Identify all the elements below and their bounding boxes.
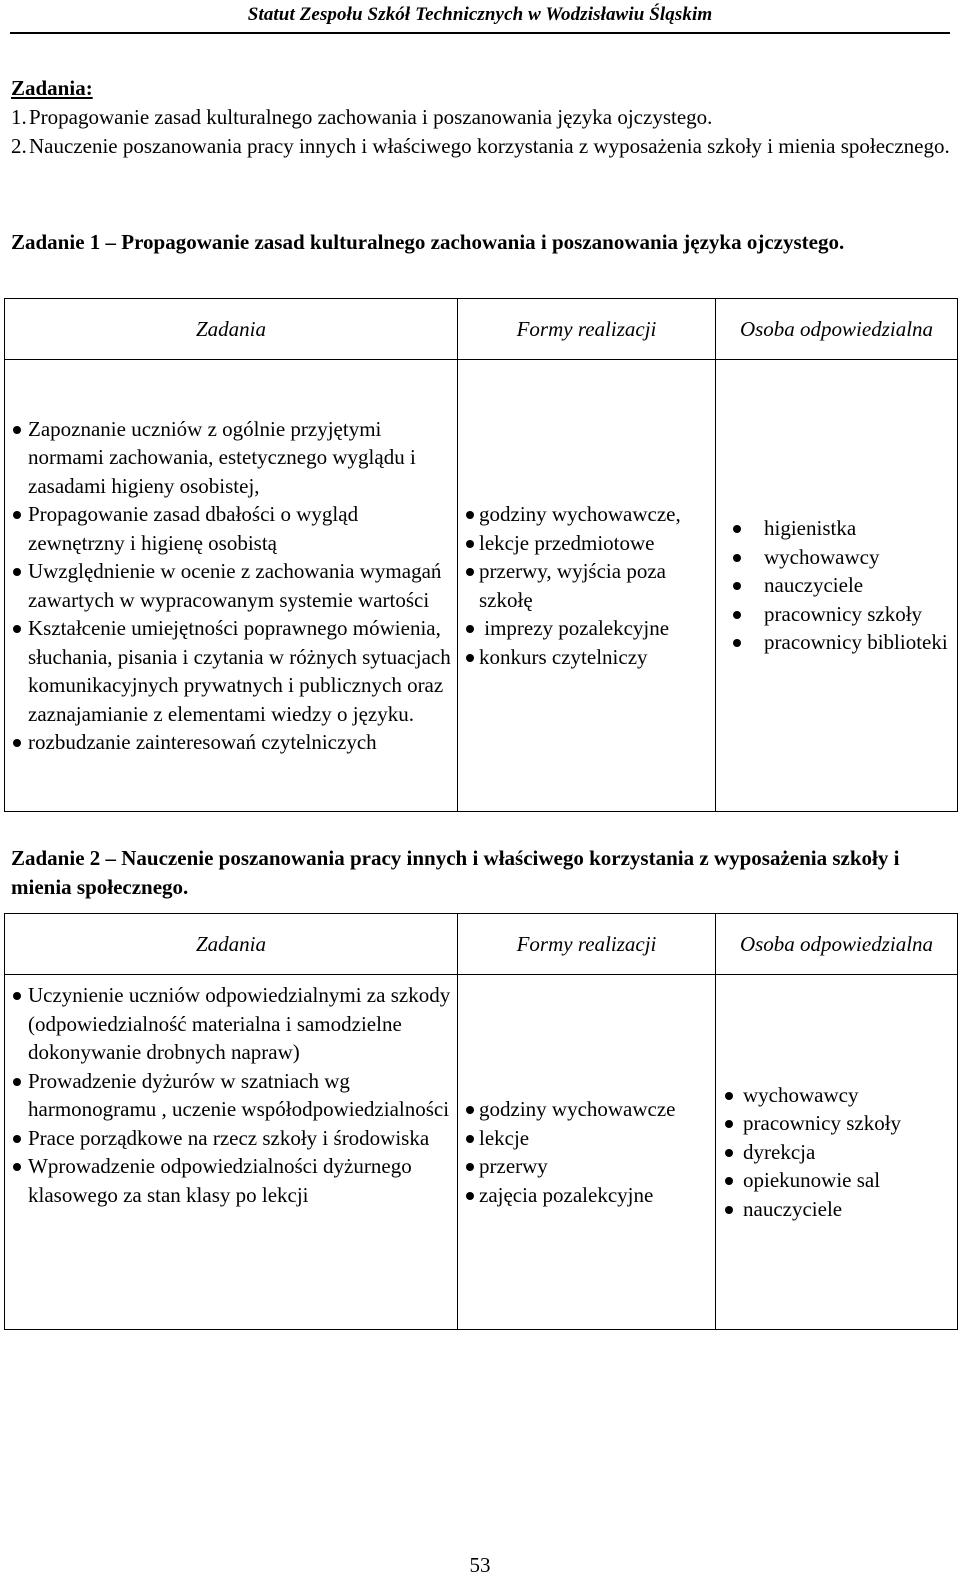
intro-item-text: Nauczenie poszanowania pracy innych i właściwego korzystania z wyposażenia szkoły i mienia społecznego. <box>29 134 950 158</box>
responsible-cell <box>716 975 958 1330</box>
column-header-tasks: Zadania <box>5 914 458 975</box>
document-header: Statut Zespołu Szkół Technicznych w Wodzisławiu Śląskim <box>247 4 713 25</box>
list-item: higienistka <box>722 514 951 543</box>
list-item: Prowadzenie dyżurów w szatniach wg harmonogramu , uczenie współodpowiedzialności <box>11 1067 451 1124</box>
list-item: godziny wychowawcze, <box>466 500 709 529</box>
column-header-forms: Formy realizacji <box>458 914 716 975</box>
intro-section <box>11 74 951 161</box>
list-item: pracownicy szkoły <box>722 1109 951 1138</box>
list-item: Propagowanie zasad dbałości o wygląd zewnętrzny i higienę osobistą <box>11 500 451 557</box>
column-header-forms: Formy realizacji <box>458 299 716 360</box>
section1-title: Zadanie 1 – Propagowanie zasad kulturalnego zachowania i poszanowania języka ojczystego. <box>11 230 845 254</box>
intro-item <box>11 103 951 132</box>
responsible-cell <box>716 360 958 812</box>
list-item: wychowawcy <box>722 543 951 572</box>
list-item: nauczyciele <box>722 1195 951 1224</box>
list-item: wychowawcy <box>722 1081 951 1110</box>
column-header-tasks: Zadania <box>5 299 458 360</box>
intro-item <box>11 132 951 161</box>
list-item: rozbudzanie zainteresowań czytelniczych <box>11 728 451 757</box>
list-item: lekcje przedmiotowe <box>466 529 709 558</box>
intro-title: Zadania: <box>11 76 93 100</box>
section2-table <box>4 913 958 1330</box>
list-item: lekcje <box>466 1124 709 1153</box>
list-item: imprezy pozalekcyjne <box>466 614 709 643</box>
list-item: godziny wychowawcze <box>466 1095 709 1124</box>
list-item: opiekunowie sal <box>722 1166 951 1195</box>
page-number: 53 <box>469 1553 491 1577</box>
list-item: Prace porządkowe na rzecz szkoły i środowiska <box>11 1124 451 1153</box>
forms-cell <box>458 360 716 812</box>
list-item: Uczynienie uczniów odpowiedzialnymi za szkody (odpowiedzialność materialna i samodzielne dokonywanie drobnych napraw) <box>11 981 451 1067</box>
list-item: przerwy, wyjścia poza szkołę <box>466 557 709 614</box>
list-item: Wprowadzenie odpowiedzialności dyżurnego klasowego za stan klasy po lekcji <box>11 1152 451 1209</box>
header-divider <box>10 32 950 34</box>
intro-item-number: 1. <box>11 105 27 129</box>
intro-item-text: Propagowanie zasad kulturalnego zachowania i poszanowania języka ojczystego. <box>29 105 713 129</box>
column-header-responsible: Osoba odpowiedzialna <box>716 914 958 975</box>
list-item: Kształcenie umiejętności poprawnego mówienia, słuchania, pisania i czytania w różnych sytuacjach komunikacyjnych prywatnych i publicznych oraz zaznajamianie z elementami wiedzy o języku. <box>11 614 451 728</box>
section2-title: Zadanie 2 – Nauczenie poszanowania pracy innych i właściwego korzystania z wyposażenia szkoły i mienia społecznego. <box>11 846 900 899</box>
list-item: konkurs czytelniczy <box>466 643 709 672</box>
list-item: Zapoznanie uczniów z ogólnie przyjętymi normami zachowania, estetycznego wyglądu i zasadami higieny osobistej, <box>11 415 451 501</box>
list-item: pracownicy szkoły <box>722 600 951 629</box>
forms-cell <box>458 975 716 1330</box>
list-item: Uwzględnienie w ocenie z zachowania wymagań zawartych w wypracowanym systemie wartości <box>11 557 451 614</box>
intro-item-number: 2. <box>11 134 27 158</box>
list-item: zajęcia pozalekcyjne <box>466 1181 709 1210</box>
tasks-cell <box>5 360 458 812</box>
column-header-responsible: Osoba odpowiedzialna <box>716 299 958 360</box>
section1-table <box>4 298 958 812</box>
list-item: przerwy <box>466 1152 709 1181</box>
list-item: pracownicy biblioteki <box>722 628 951 657</box>
list-item: nauczyciele <box>722 571 951 600</box>
tasks-cell <box>5 975 458 1330</box>
list-item: dyrekcja <box>722 1138 951 1167</box>
